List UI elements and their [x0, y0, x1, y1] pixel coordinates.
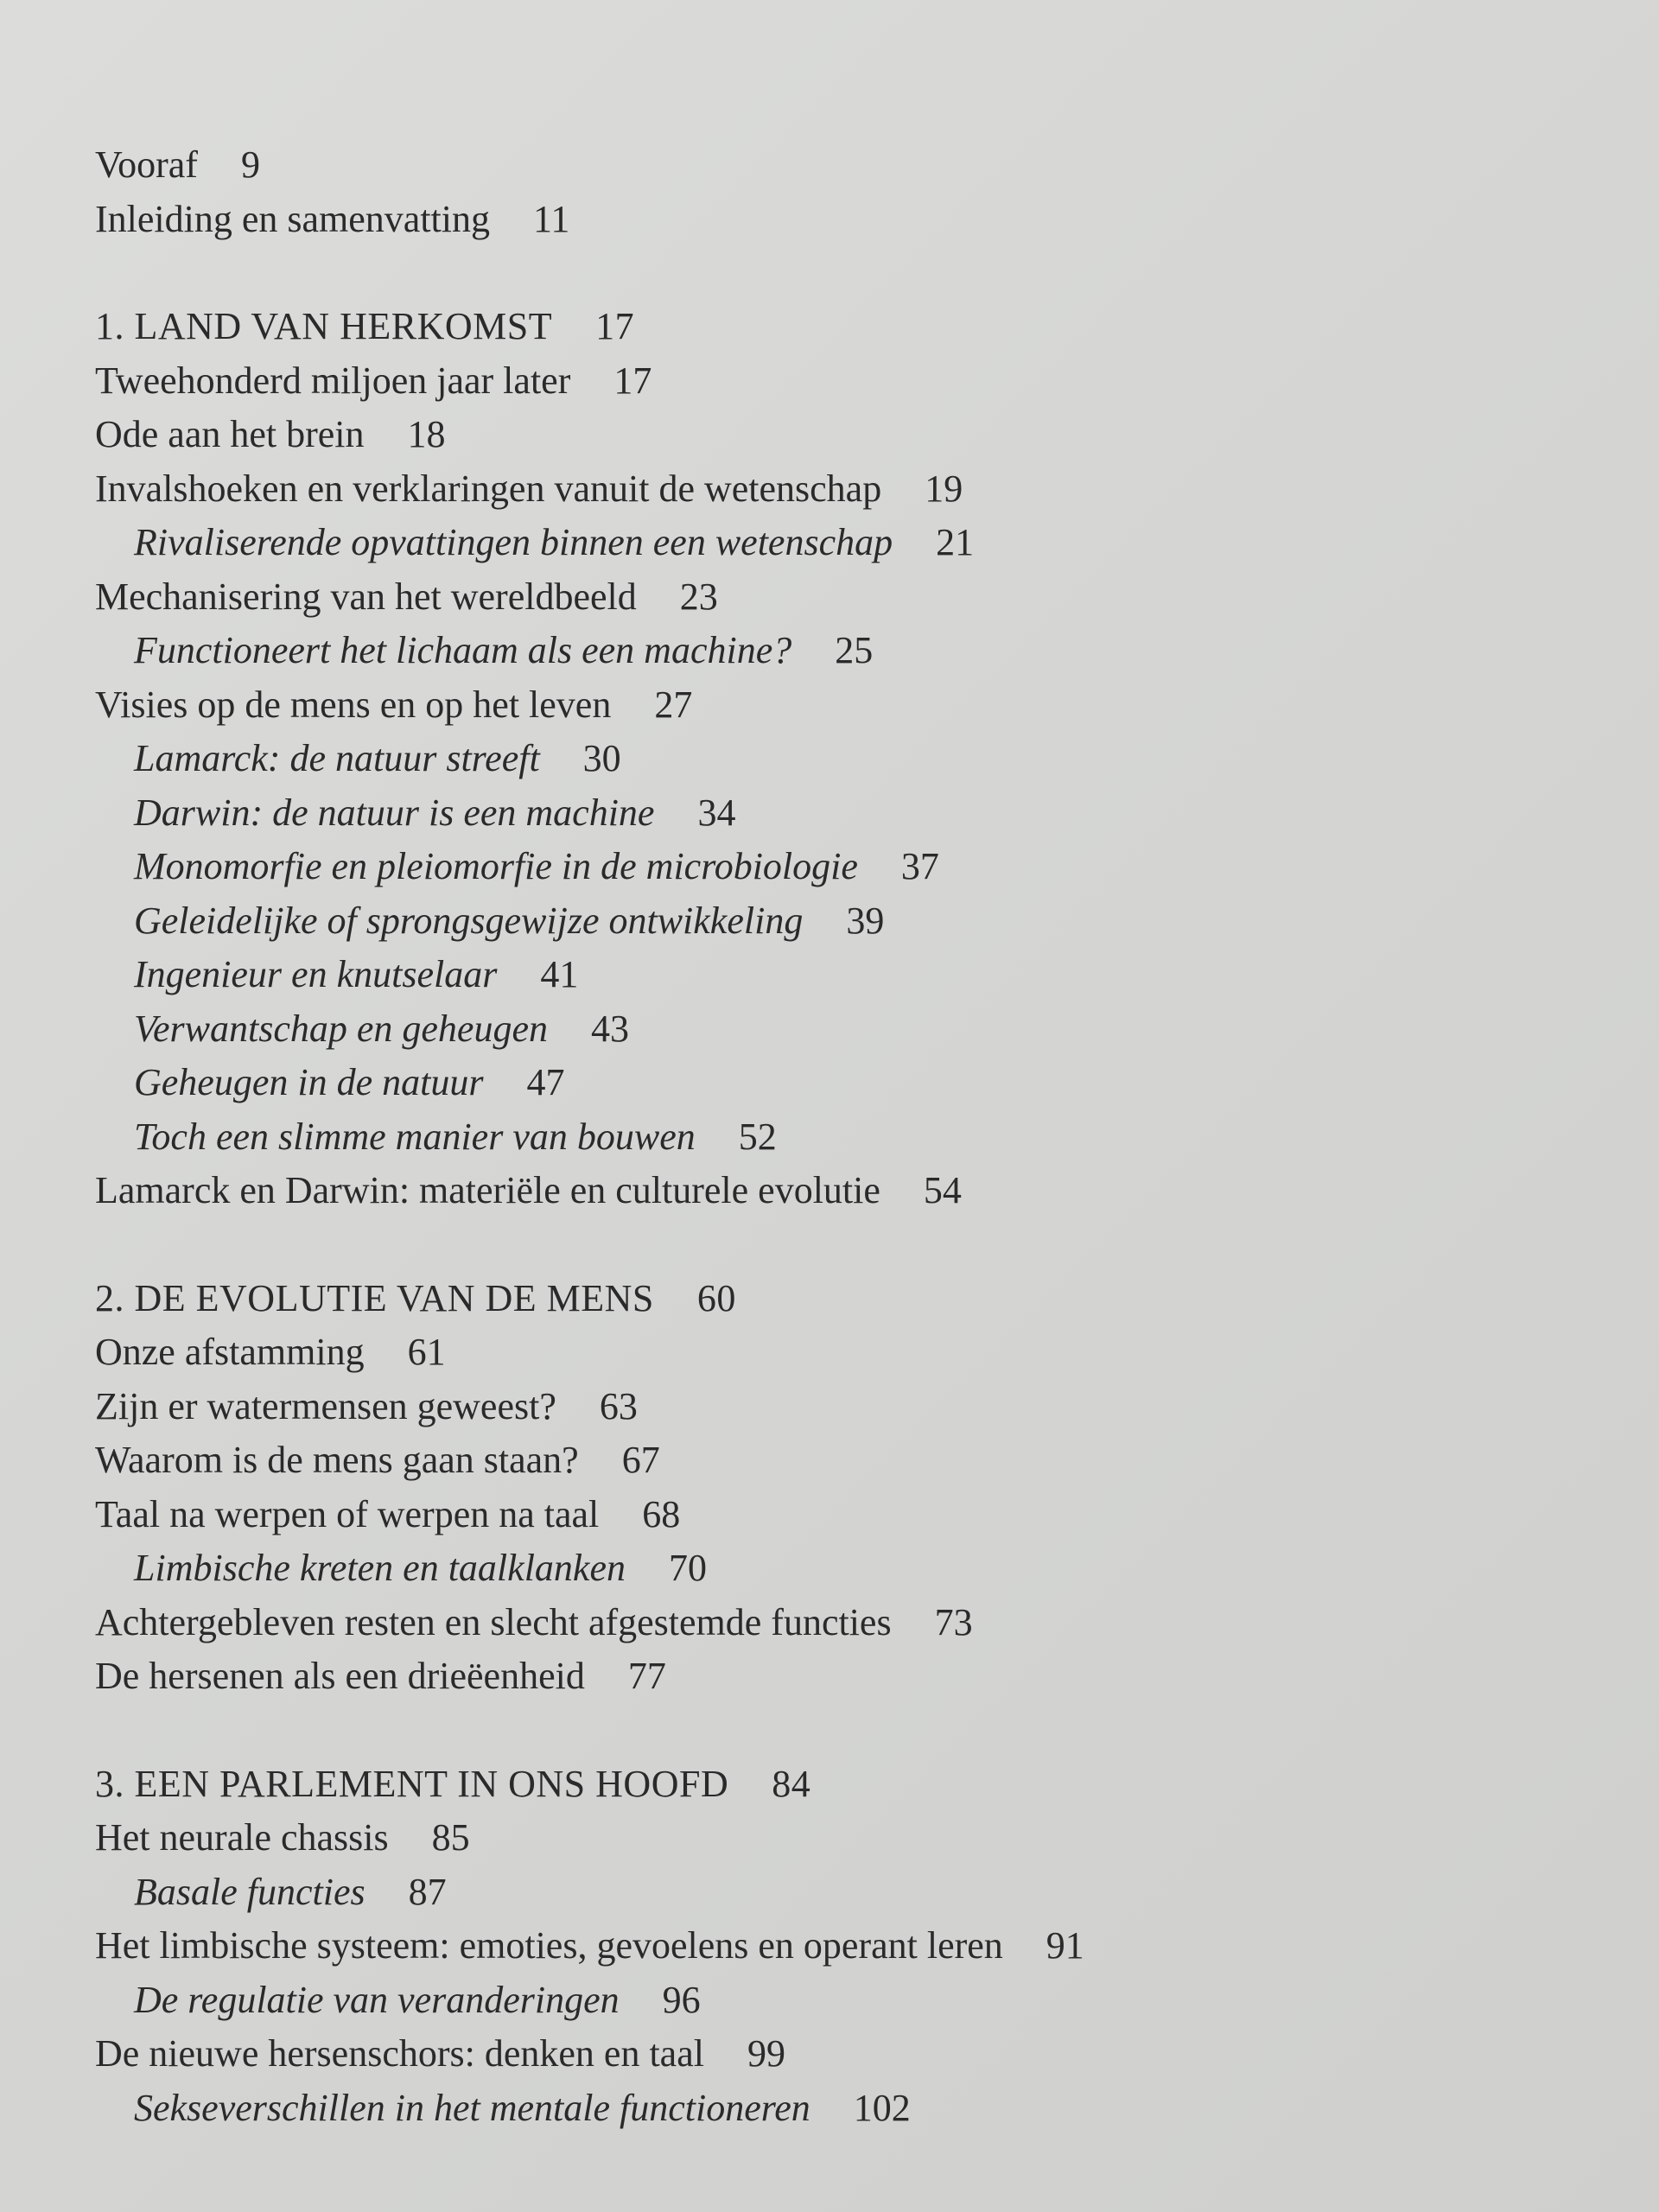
- toc-subentry-title: Darwin: de natuur is een machine: [134, 791, 655, 834]
- toc-subentry-title: Monomorfie en pleiomorfie in de microbiologie: [134, 845, 858, 887]
- chapter-heading: [95, 300, 1391, 354]
- toc-subentry-page: 87: [408, 1870, 447, 1913]
- toc-entry-page: 11: [533, 197, 570, 240]
- toc-subentry: [95, 516, 1391, 570]
- toc-entry-title: Tweehonderd miljoen jaar later: [95, 359, 571, 402]
- toc-subentry-title: Basale functies: [134, 1870, 365, 1913]
- toc-subentry-page: 70: [668, 1547, 707, 1589]
- toc-subentry-title: Geheugen in de natuur: [134, 1061, 484, 1103]
- toc-subentry: [95, 786, 1391, 841]
- toc-entry-page: 91: [1046, 1924, 1084, 1967]
- toc-subentry-page: 34: [697, 791, 736, 834]
- toc-subentry-title: Geleidelijke of sprongsgewijze ontwikkeling: [134, 899, 804, 942]
- toc-entry: [95, 1380, 1391, 1434]
- toc-subentry-page: 25: [835, 629, 874, 671]
- toc-subentry: [95, 1541, 1391, 1596]
- chapter-heading: [95, 1272, 1391, 1326]
- toc-entry: [95, 193, 1391, 247]
- toc-subentry: [95, 1056, 1391, 1110]
- toc-entry: [95, 1811, 1391, 1866]
- toc-entry: [95, 1164, 1391, 1218]
- toc-entry: [95, 678, 1391, 733]
- toc-entry-page: 18: [407, 413, 446, 455]
- toc-entry-page: 63: [599, 1384, 638, 1427]
- section-gap: [95, 246, 1391, 300]
- toc-subentry-title: De regulatie van veranderingen: [134, 1978, 620, 2021]
- toc-subentry: [95, 624, 1391, 678]
- toc-subentry-title: Lamarck: de natuur streeft: [134, 737, 540, 779]
- chapter-page: 60: [696, 1276, 736, 1319]
- toc-subentry-page: 39: [846, 899, 885, 942]
- toc-subentry-page: 102: [853, 2086, 911, 2129]
- toc-entry-title: Visies op de mens en op het leven: [95, 683, 612, 726]
- toc-subentry-title: Sekseverschillen in het mentale functioneren: [134, 2086, 810, 2129]
- toc-subentry-title: Functioneert het lichaam als een machine?: [134, 629, 792, 671]
- section-gap: [95, 1218, 1391, 1272]
- toc-entry-title: Waarom is de mens gaan staan?: [95, 1439, 579, 1481]
- toc-entry-title: Inleiding en samenvatting: [95, 197, 490, 240]
- toc-entry-title: Vooraf: [95, 143, 198, 186]
- toc-entry-page: 67: [621, 1439, 660, 1481]
- toc-entry-title: Mechanisering van het wereldbeeld: [95, 575, 637, 618]
- chapter-title: 3. EEN PARLEMENT IN ONS HOOFD: [95, 1762, 729, 1805]
- chapter-heading: [95, 1758, 1391, 1812]
- toc-entry-page: 73: [934, 1600, 973, 1643]
- toc-subentry-title: Verwantschap en geheugen: [134, 1007, 548, 1050]
- toc-entry: [95, 1649, 1391, 1704]
- toc-entry-page: 23: [679, 575, 718, 618]
- toc-subentry-page: 43: [591, 1007, 629, 1050]
- toc-entry: [95, 354, 1391, 409]
- toc-subentry: [95, 1110, 1391, 1165]
- toc-entry: [95, 408, 1391, 462]
- toc-subentry-page: 21: [936, 521, 975, 563]
- toc-entry-page: 99: [747, 2032, 785, 2075]
- toc-entry-page: 85: [431, 1816, 470, 1859]
- toc-entry: [95, 2027, 1391, 2082]
- toc-subentry-page: 41: [540, 953, 579, 995]
- toc-subentry: [95, 1866, 1391, 1920]
- toc-entry-page: 27: [654, 683, 693, 726]
- toc-entry: [95, 1325, 1391, 1380]
- toc-subentry-page: 52: [738, 1115, 777, 1158]
- toc-entry-page: 61: [407, 1331, 446, 1373]
- chapter-page: 17: [595, 305, 635, 347]
- toc-subentry: [95, 1002, 1391, 1057]
- table-of-contents: [95, 138, 1391, 2135]
- toc-entry: [95, 1488, 1391, 1542]
- toc-subentry-page: 30: [582, 737, 621, 779]
- chapter-page: 84: [772, 1762, 811, 1805]
- toc-subentry-title: Rivaliserende opvattingen binnen een wetenschap: [134, 521, 893, 563]
- toc-subentry: [95, 948, 1391, 1002]
- toc-entry: [95, 1596, 1391, 1650]
- toc-entry-title: De nieuwe hersenschors: denken en taal: [95, 2032, 704, 2075]
- chapter-title: 1. LAND VAN HERKOMST: [95, 305, 553, 347]
- toc-entry: [95, 1433, 1391, 1488]
- toc-entry: [95, 1919, 1391, 1974]
- toc-entry-title: Onze afstamming: [95, 1331, 365, 1373]
- toc-entry: [95, 570, 1391, 625]
- toc-entry-title: De hersenen als een drieëenheid: [95, 1655, 585, 1697]
- toc-subentry: [95, 2082, 1391, 2136]
- section-gap: [95, 1704, 1391, 1758]
- toc-entry-title: Lamarck en Darwin: materiële en culturele evolutie: [95, 1169, 880, 1211]
- toc-entry: [95, 462, 1391, 517]
- toc-subentry: [95, 732, 1391, 786]
- toc-subentry: [95, 840, 1391, 894]
- toc-entry-page: 17: [613, 359, 652, 402]
- toc-subentry-page: 47: [526, 1061, 565, 1103]
- toc-entry-title: Taal na werpen of werpen na taal: [95, 1492, 600, 1535]
- toc-subentry-title: Ingenieur en knutselaar: [134, 953, 498, 995]
- chapter-title: 2. DE EVOLUTIE VAN DE MENS: [95, 1276, 654, 1319]
- toc-subentry-title: Toch een slimme manier van bouwen: [134, 1115, 696, 1158]
- toc-entry-title: Ode aan het brein: [95, 413, 365, 455]
- toc-subentry: [95, 894, 1391, 949]
- toc-subentry: [95, 1974, 1391, 2028]
- toc-entry-page: 68: [642, 1492, 681, 1535]
- toc-entry-title: Zijn er watermensen geweest?: [95, 1384, 556, 1427]
- toc-subentry-title: Limbische kreten en taalklanken: [134, 1547, 626, 1589]
- toc-entry-title: Achtergebleven resten en slecht afgestemde functies: [95, 1600, 892, 1643]
- toc-entry-page: 9: [240, 143, 260, 186]
- toc-entry-page: 54: [923, 1169, 962, 1211]
- toc-entry-page: 19: [925, 467, 963, 510]
- toc-entry-title: Het neurale chassis: [95, 1816, 389, 1859]
- toc-subentry-page: 37: [900, 845, 939, 887]
- toc-entry-page: 77: [627, 1655, 666, 1697]
- toc-entry-title: Het limbische systeem: emoties, gevoelens en operant leren: [95, 1924, 1003, 1967]
- toc-entry: [95, 138, 1391, 193]
- toc-subentry-page: 96: [662, 1978, 701, 2021]
- toc-entry-title: Invalshoeken en verklaringen vanuit de wetenschap: [95, 467, 882, 510]
